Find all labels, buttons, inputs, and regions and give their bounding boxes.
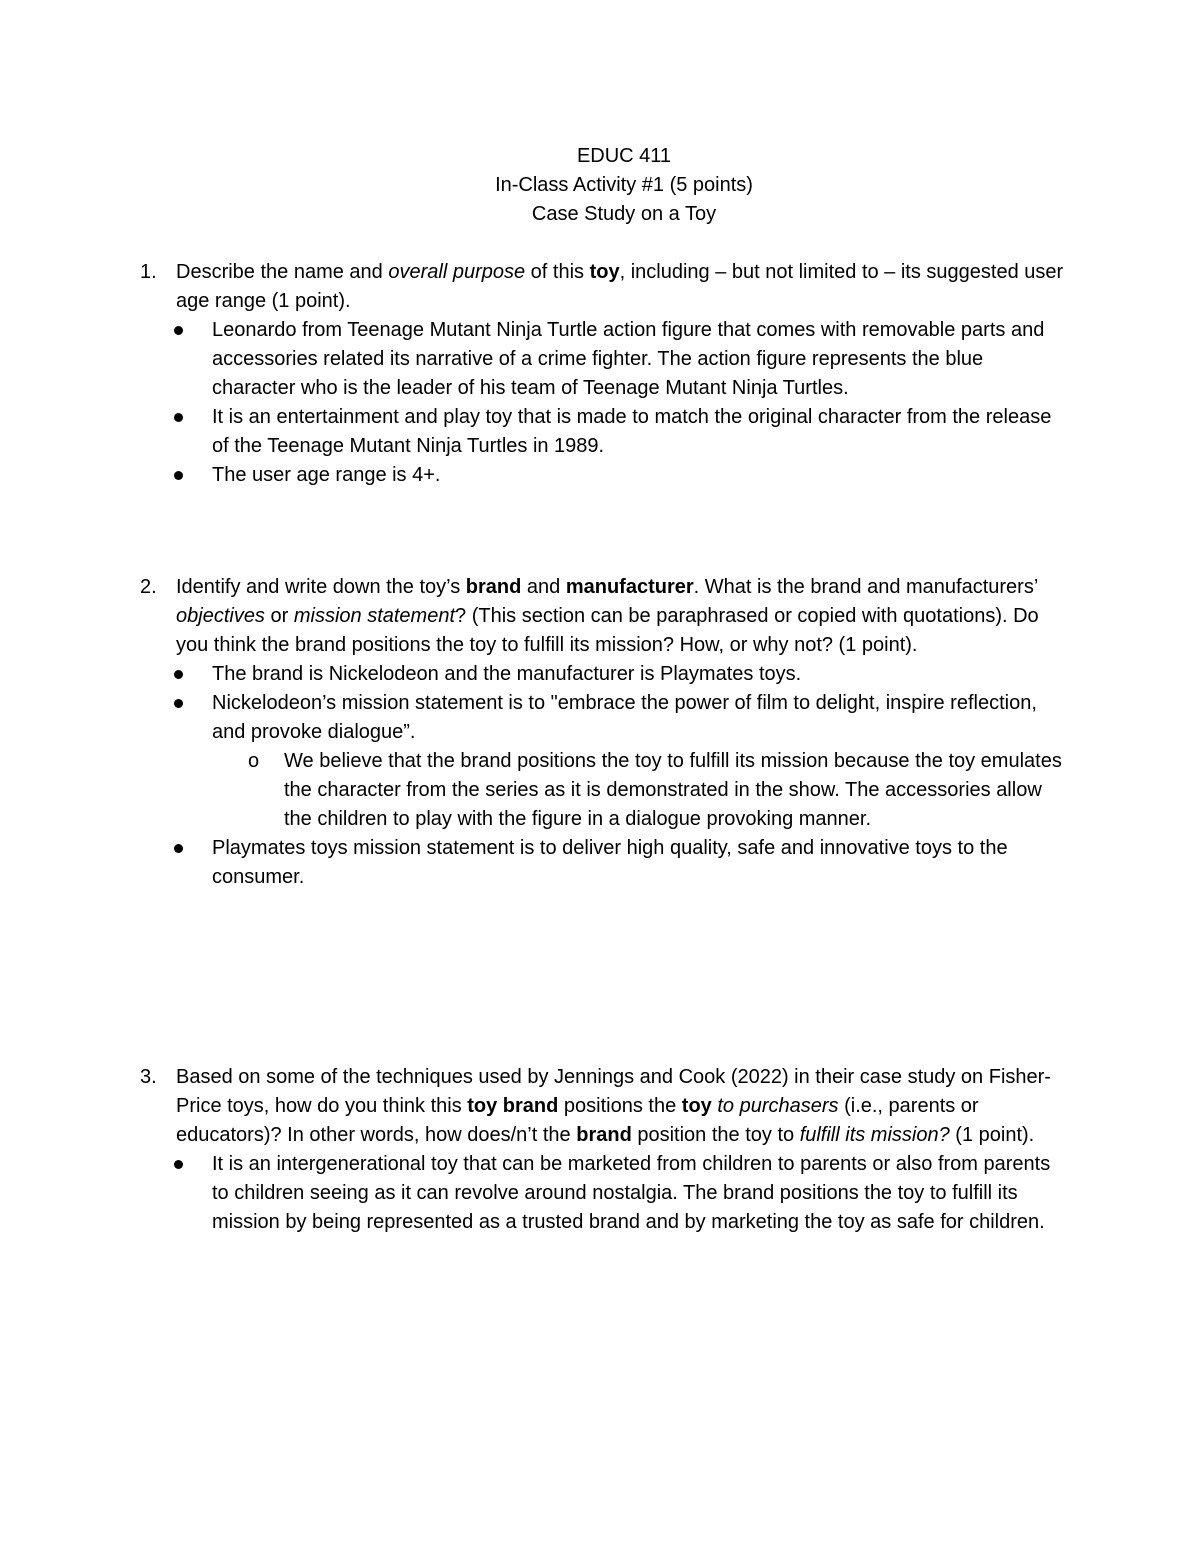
document-header xyxy=(0,142,1200,229)
list-item: Playmates toys mission statement is to deliver high quality, safe and innovative toys to the consumer. xyxy=(212,834,1070,892)
list-item: The user age range is 4+. xyxy=(212,461,1070,490)
question-3 xyxy=(140,1063,1070,1237)
list-item: Nickelodeon’s mission statement is to "embrace the power of film to delight, inspire reflection, and provoke dialogue”. o We believe that the brand positions the toy to fulfill its mission because the toy emulates the character from the series as it is demonstrated in the show. The accessories allow the children to play with the figure in a dialogue provoking manner. xyxy=(212,689,1070,834)
question-number: 2. xyxy=(140,576,157,598)
bullet-icon xyxy=(174,413,183,422)
question-2-answers xyxy=(140,660,1070,892)
bullet-icon xyxy=(174,326,183,335)
question-2 xyxy=(140,573,1070,892)
list-item: Leonardo from Teenage Mutant Ninja Turtle action figure that comes with removable parts and accessories related its narrative of a crime fighter. The action figure represents the blue character who is the leader of his team of Teenage Mutant Ninja Turtles. xyxy=(212,316,1070,403)
bullet-icon xyxy=(174,471,183,480)
circle-bullet-icon: o xyxy=(248,750,260,772)
question-3-prompt: 3. Based on some of the techniques used by Jennings and Cook (2022) in their case study on Fisher-Price toys, how do you think this toy brand positions the toy to purchasers (i.e., parents or educators)? In other words, how does/n’t the brand position the toy to fulfill its mission? (1 point). xyxy=(140,1063,1070,1150)
activity-title: In-Class Activity #1 (5 points) xyxy=(495,174,753,196)
question-2-prompt: 2. Identify and write down the toy’s brand and manufacturer. What is the brand and manufacturers’ objectives or mission statement? (This section can be paraphrased or copied with quotations). Do you think the brand positions the toy to fulfill its mission? How, or why not? (1 point). xyxy=(140,573,1070,660)
bullet-icon xyxy=(174,670,183,679)
bullet-icon xyxy=(174,699,183,708)
course-code: EDUC 411 xyxy=(576,145,672,167)
list-item: It is an entertainment and play toy that is made to match the original character from the release of the Teenage Mutant Ninja Turtles in 1989. xyxy=(212,403,1070,461)
question-1-answers xyxy=(140,316,1070,490)
list-item: It is an intergenerational toy that can be marketed from children to parents or also from parents to children seeing as it can revolve around nostalgia. The brand positions the toy to fulfill its mission by being represented as a trusted brand and by marketing the toy as safe for children. xyxy=(212,1150,1070,1237)
bullet-icon xyxy=(174,1160,183,1169)
list-item: The brand is Nickelodeon and the manufacturer is Playmates toys. xyxy=(212,660,1070,689)
question-number: 1. xyxy=(140,261,157,283)
question-3-answers xyxy=(140,1150,1070,1237)
sub-list-item: o We believe that the brand positions the toy to fulfill its mission because the toy emulates the character from the series as it is demonstrated in the show. The accessories allow the children to play with the figure in a dialogue provoking manner. xyxy=(284,747,1070,834)
question-number: 3. xyxy=(140,1066,157,1088)
question-1 xyxy=(140,258,1070,490)
question-1-prompt: 1. Describe the name and overall purpose of this toy, including – but not limited to – its suggested user age range (1 point). xyxy=(140,258,1070,316)
sub-list xyxy=(212,747,1070,834)
bullet-icon xyxy=(174,844,183,853)
activity-subtitle: Case Study on a Toy xyxy=(531,203,717,225)
